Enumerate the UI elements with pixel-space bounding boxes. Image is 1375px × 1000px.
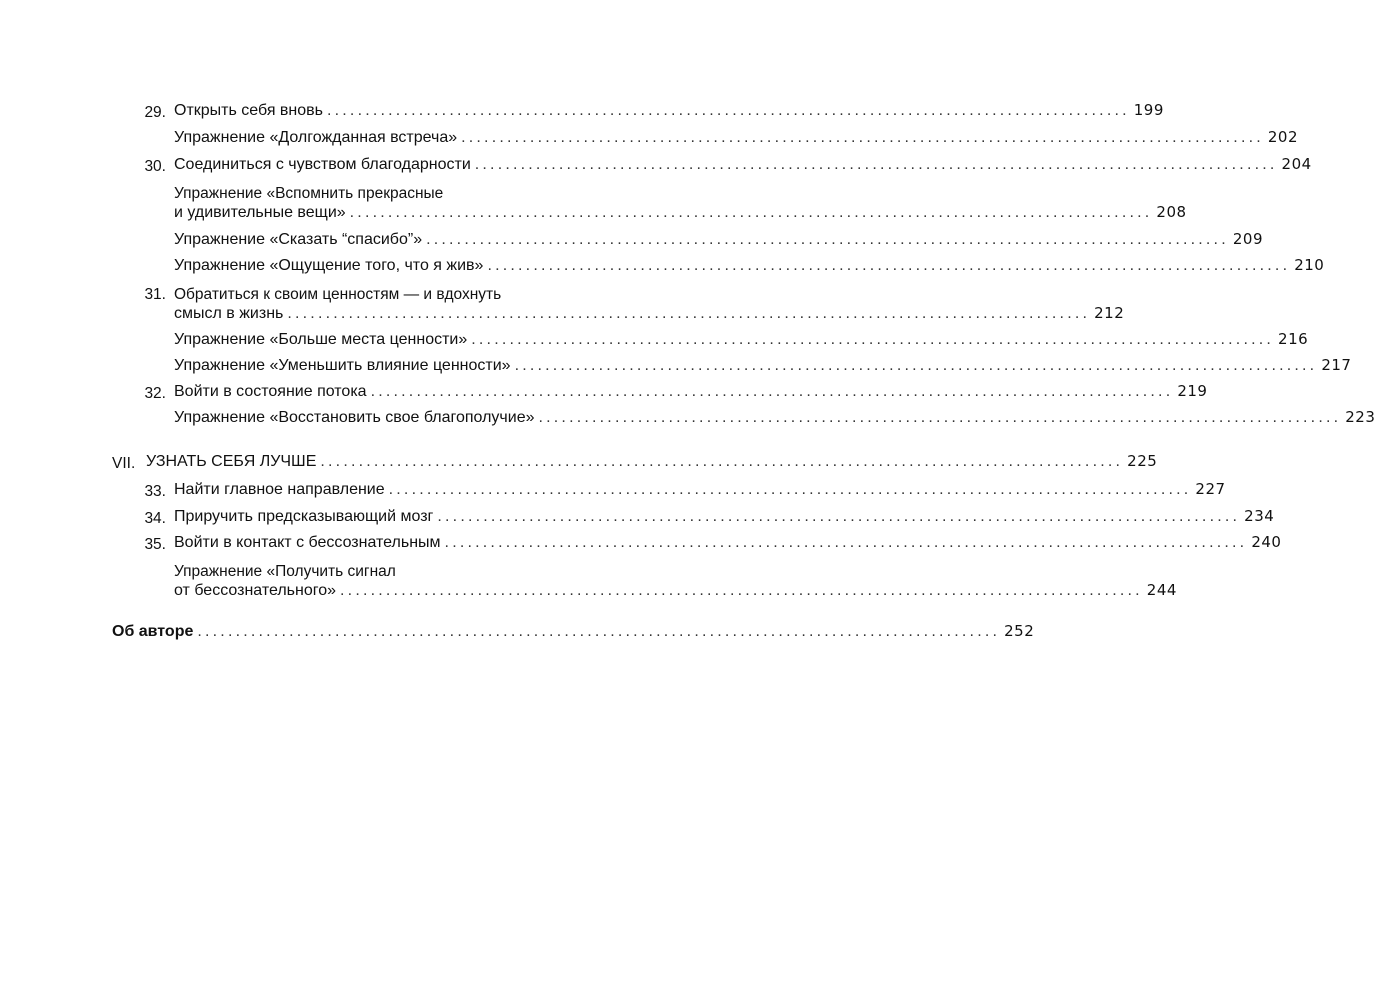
- entry-title: Войти в контакт с бессознательным: [174, 534, 441, 551]
- chapter-number: 31.: [144, 286, 166, 303]
- chapter-number: 30.: [144, 158, 166, 175]
- leader-dots: .........................................................................................................: [340, 582, 1143, 599]
- entry-title-line: Упражнение «Получить сигнал: [174, 563, 396, 580]
- page-number: 210: [1294, 256, 1325, 274]
- entry-title: Соединиться с чувством благодарности: [174, 156, 471, 173]
- leader-dots: .........................................................................................................: [471, 331, 1275, 348]
- entry-title: Об авторе: [112, 623, 194, 640]
- toc-entry[interactable]: [174, 533, 1282, 557]
- leader-dots: .........................................................................................................: [437, 508, 1241, 525]
- chapter-number: 33.: [144, 483, 166, 500]
- toc-entry-section[interactable]: [146, 452, 1158, 476]
- page-number: 240: [1251, 533, 1282, 551]
- section-number: VII.: [112, 455, 136, 472]
- entry-title-line: Упражнение «Вспомнить прекрасные: [174, 185, 444, 202]
- entry-title: Войти в состояние потока: [174, 383, 367, 400]
- entry-title: Упражнение «Долгожданная встреча»: [174, 129, 458, 146]
- toc-entry[interactable]: [174, 507, 1275, 531]
- leader-dots: .........................................................................................................: [287, 305, 1091, 322]
- chapter-number: 35.: [144, 536, 166, 553]
- toc-entry[interactable]: [174, 256, 1325, 280]
- leader-dots: .........................................................................................................: [487, 257, 1291, 274]
- entry-title: смысл в жизнь: [174, 305, 284, 322]
- page-number: 202: [1267, 128, 1299, 146]
- toc-entry[interactable]: [174, 330, 1309, 354]
- entry-title: Упражнение «Сказать “спасибо”»: [174, 231, 423, 248]
- leader-dots: .........................................................................................................: [461, 129, 1264, 146]
- toc-entry[interactable]: [174, 356, 1352, 380]
- page-number: 244: [1146, 581, 1177, 599]
- toc-entry[interactable]: [174, 581, 1177, 605]
- entry-title: Открыть себя вновь: [174, 102, 323, 119]
- toc-entry[interactable]: [174, 408, 1375, 432]
- page-number: 208: [1156, 203, 1187, 221]
- leader-dots: .........................................................................................................: [320, 453, 1124, 470]
- entry-title: Упражнение «Восстановить свое благополучие»: [174, 409, 535, 426]
- leader-dots: .........................................................................................................: [444, 534, 1248, 551]
- leader-dots: .........................................................................................................: [538, 409, 1342, 426]
- toc-entry[interactable]: [174, 480, 1226, 504]
- leader-dots: .........................................................................................................: [349, 204, 1153, 221]
- page-number: 219: [1177, 382, 1208, 400]
- entry-title: от бессознательного»: [174, 582, 337, 599]
- leader-dots: .........................................................................................................: [514, 357, 1318, 374]
- entry-title: Найти главное направление: [174, 481, 385, 498]
- leader-dots: .........................................................................................................: [327, 102, 1130, 119]
- page-number: 223: [1345, 408, 1375, 426]
- page-number: 227: [1195, 480, 1226, 498]
- entry-title: Упражнение «Уменьшить влияние ценности»: [174, 357, 511, 374]
- toc-entry[interactable]: [174, 382, 1208, 406]
- page-number: 252: [1004, 622, 1035, 640]
- page-number: 212: [1094, 304, 1125, 322]
- toc-entry[interactable]: [174, 101, 1164, 125]
- leader-dots: .........................................................................................................: [388, 481, 1192, 498]
- leader-dots: .........................................................................................................: [474, 156, 1278, 173]
- page-number: 217: [1321, 356, 1352, 374]
- toc-entry[interactable]: [174, 203, 1187, 227]
- page-number: 204: [1281, 155, 1312, 173]
- page-number: 199: [1133, 101, 1164, 119]
- entry-title: Приручить предсказывающий мозг: [174, 508, 434, 525]
- toc-entry-about-author[interactable]: [112, 622, 1035, 646]
- page-number: 216: [1278, 330, 1309, 348]
- toc-entry[interactable]: [174, 128, 1299, 152]
- toc-entry[interactable]: [174, 155, 1312, 179]
- leader-dots: .........................................................................................................: [426, 231, 1229, 248]
- page-number: 234: [1244, 507, 1275, 525]
- entry-title: и удивительные вещи»: [174, 204, 346, 221]
- toc-entry[interactable]: [174, 304, 1125, 328]
- leader-dots: .........................................................................................................: [197, 623, 1001, 640]
- leader-dots: .........................................................................................................: [370, 383, 1174, 400]
- entry-title: Упражнение «Ощущение того, что я жив»: [174, 257, 484, 274]
- entry-title: УЗНАТЬ СЕБЯ ЛУЧШЕ: [146, 453, 317, 470]
- page-number: 209: [1232, 230, 1263, 248]
- entry-title-line: Обратиться к своим ценностям — и вдохнуть: [174, 286, 502, 303]
- entry-title: Упражнение «Больше места ценности»: [174, 331, 468, 348]
- toc-entry[interactable]: [174, 230, 1263, 254]
- chapter-number: 32.: [144, 385, 166, 402]
- page-number: 225: [1127, 452, 1158, 470]
- chapter-number: 29.: [144, 104, 166, 121]
- chapter-number: 34.: [144, 510, 166, 527]
